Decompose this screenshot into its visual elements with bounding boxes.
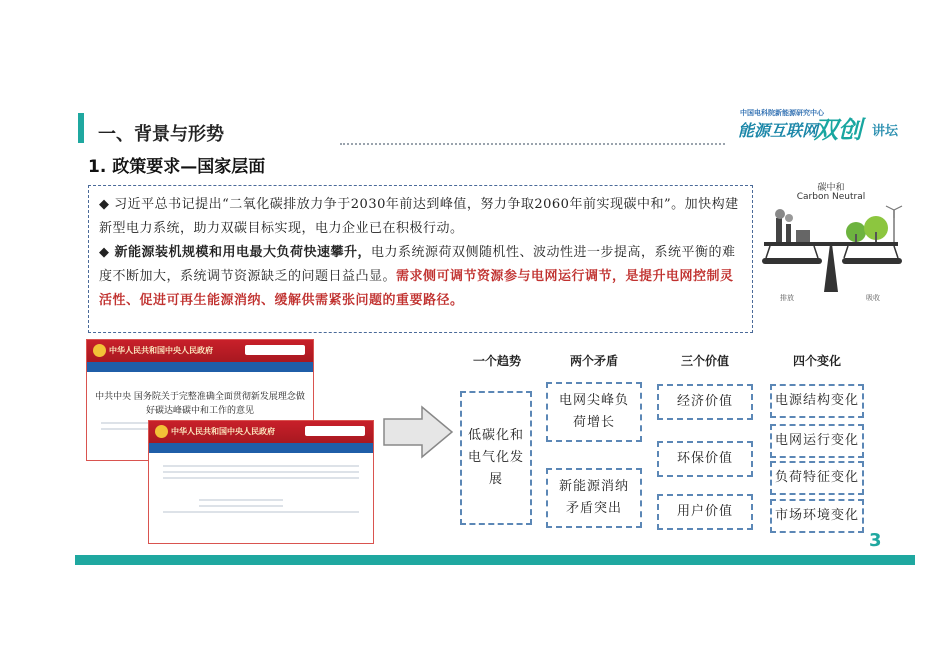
text-placeholder-line — [163, 465, 359, 467]
carbon-title-cn: 碳中和 — [817, 183, 845, 193]
right-arrow-icon — [382, 405, 454, 459]
balance-scale-icon — [756, 204, 906, 294]
page-number: 3 — [869, 530, 882, 551]
carbon-neutral-illustration — [756, 180, 906, 310]
section-title: 一、背景与形势 — [98, 124, 224, 145]
trend-box: 低碳化和电气化发展 — [460, 391, 532, 525]
sub-title: 1. 政策要求—国家层面 — [88, 157, 266, 177]
logo-small-text: 中国电科院新能源研究中心 — [740, 109, 824, 117]
national-emblem-icon — [93, 344, 106, 357]
accent-bar — [78, 113, 84, 143]
value-box-2: 环保价值 — [657, 441, 753, 477]
policy-doc-title-line-2: 好碳达峰碳中和工作的意见 — [145, 406, 254, 416]
absorption-label: 吸收 — [866, 294, 880, 302]
footer-bar — [75, 555, 915, 565]
text-placeholder-line — [163, 511, 359, 513]
emission-label: 排放 — [780, 294, 794, 302]
logo-main-text: 能源互联网 — [738, 121, 819, 140]
gov-site-title: 中华人民共和国中央人民政府 — [171, 427, 275, 436]
policy-doc-title-line-1: 中共中央 国务院关于完整准确全面贯彻新发展理念做 — [95, 392, 305, 402]
policy-paragraph-2 — [99, 241, 742, 313]
gov-site-search — [245, 345, 305, 355]
column-head-values: 三个价值 — [680, 354, 729, 368]
contradiction-box-1: 电网尖峰负荷增长 — [546, 382, 642, 442]
change-box-1: 电源结构变化 — [770, 384, 864, 418]
gov-site-nav — [87, 362, 313, 372]
gov-site-header — [87, 340, 313, 362]
gov-site-search — [305, 426, 365, 436]
contradiction-box-2: 新能源消纳矛盾突出 — [546, 468, 642, 528]
change-box-2: 电网运行变化 — [770, 424, 864, 458]
gov-site-nav — [149, 443, 373, 453]
policy-p2-normal: 电力系统源荷双侧随机性、波动性进一步提高，系统平衡的难度不断加大，系统调节资源缺乏的问题日益凸显。 — [99, 245, 736, 284]
column-head-trend: 一个趋势 — [472, 354, 521, 368]
brand-logo — [736, 108, 916, 146]
text-placeholder-line — [199, 505, 283, 507]
value-box-1: 经济价值 — [657, 384, 753, 420]
policy-text-box — [88, 185, 753, 333]
change-box-3: 负荷特征变化 — [770, 461, 864, 495]
policy-p2-bold: ◆ 新能源装机规模和用电最大负荷快速攀升， — [99, 245, 372, 260]
text-placeholder-line — [163, 471, 359, 473]
column-head-changes: 四个变化 — [792, 354, 841, 368]
logo-shuang-text: 双创 — [814, 116, 862, 144]
column-head-contradictions: 两个矛盾 — [569, 354, 618, 368]
national-emblem-icon — [155, 425, 168, 438]
logo-jiang-text: 讲坛 — [872, 124, 899, 139]
gov-website-screenshot-2 — [148, 420, 374, 544]
text-placeholder-line — [163, 477, 359, 479]
change-box-4: 市场环境变化 — [770, 499, 864, 533]
policy-p2-highlight: 需求侧可调节资源参与电网运行调节，是提升电网控制灵活性、促进可再生能源消纳、缓解供需紧张问题的重要路径。 — [99, 269, 734, 308]
gov-site-title: 中华人民共和国中央人民政府 — [109, 346, 213, 355]
header-dotted-divider — [340, 143, 725, 145]
text-placeholder-line — [199, 499, 283, 501]
gov-site-header — [149, 421, 373, 443]
carbon-title-en: Carbon Neutral — [796, 192, 866, 202]
policy-paragraph-1: ◆ 习近平总书记提出“二氧化碳排放力争于2030年前达到峰值，努力争取2060年前实现碳中和”。加快构建新型电力系统，助力双碳目标实现，电力企业已在积极行动。 — [99, 197, 739, 236]
value-box-3: 用户价值 — [657, 494, 753, 530]
